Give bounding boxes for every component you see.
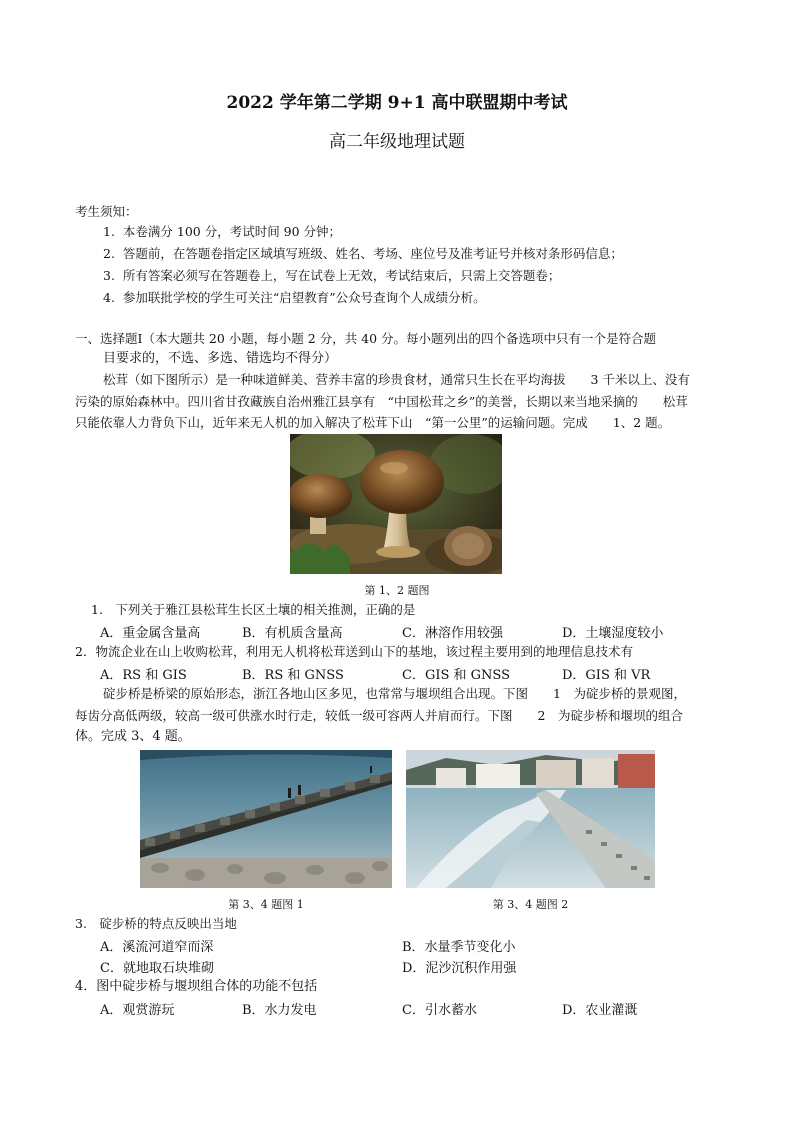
q4-option-d[interactable]: D．农业灌溉 [562,1003,638,1018]
passage2-line2: 每齿分高低两级，较高一级可供涨水时行走，较低一级可容两人并肩而行。下图 2 为碇步桥和堰坝的组合 [75,708,683,723]
passage1-line3: 只能依靠人力背负下山，近年来无人机的加入解决了松茸下山 “第一公里”的运输问题。完成 1、2 题。 [75,415,671,430]
q1-option-a[interactable]: A．重金属含量高 [100,626,201,641]
q2-option-b[interactable]: B．RS 和 GNSS [242,668,344,683]
notice-item-3 [103,266,560,286]
section-header-line2: 目要求的，不选、多选、错选均不得分） [103,351,338,366]
notice-item-4 [103,288,486,308]
q2-stem: 2．物流企业在山上收购松茸，利用无人机将松茸送到山下的基地，该过程主要用到的地理信息技术有 [75,644,633,659]
figure2-caption: 第 3、4 题图 1 [228,898,304,911]
q3-option-d[interactable]: D．泥沙沉积作用强 [402,961,517,976]
q3-option-a[interactable]: A．溪流河道窄而深 [100,940,214,955]
q1-option-b[interactable]: B．有机质含量高 [242,626,343,641]
notice-item-text: 所有答案必须写在答题卷上，写在试卷上无效，考试结束后，只需上交答题卷； [122,268,561,283]
q2-option-a[interactable]: A．RS 和 GIS [100,668,187,683]
passage2-line3: 体。完成 3、4 题。 [75,729,191,744]
q1-option-d[interactable]: D．土壤湿度较小 [562,626,664,641]
figure3-caption: 第 3、4 题图 2 [492,898,569,911]
subject-title: 高二年级地理试题 [329,132,465,152]
notice-item-num: 3. [103,268,115,283]
q1-stem: 1. 下列关于雅江县松茸生长区土壤的相关推测，正确的是 [91,602,416,617]
q1-option-c[interactable]: C．淋溶作用较强 [402,626,503,641]
q2-option-c[interactable]: C．GIS 和 GNSS [402,668,510,683]
stepping-stone-bridge-photo [140,750,392,888]
matsutake-photo [290,434,502,574]
notice-item-num: 1. [103,224,115,239]
q3-option-c[interactable]: C．就地取石块堆砌 [100,961,214,976]
q4-stem: 4．图中碇步桥与堰坝组合体的功能不包括 [75,979,318,994]
section-header-line1: 一、选择题Ⅰ（本大题共 20 小题，每小题 2 分，共 40 分。每小题列出的四个备选项中只有一个是符合题 [75,331,657,346]
passage2-line1: 碇步桥是桥梁的原始形态，浙江各地山区多见，也常常与堰坝组合出现。下图 1 为碇步桥的景观图， [103,686,686,701]
notice-item-num: 2. [103,246,115,261]
notice-heading: 考生须知： [75,204,138,219]
q3-option-b[interactable]: B．水量季节变化小 [402,940,516,955]
q3-stem: 3. 碇步桥的特点反映出当地 [75,916,237,931]
notice-item-text: 参加联批学校的学生可关注“启望教育”公众号查询个人成绩分析。 [122,290,486,305]
notice-item-text: 答题前，在答题卷指定区域填写班级、姓名、考场、座位号及准考证号并核对条形码信息； [122,246,623,261]
notice-item-num: 4. [103,290,115,305]
notice-item-2 [103,244,623,264]
exam-title: 2022 学年第二学期 9+1 高中联盟期中考试 [226,93,568,113]
passage1-line2: 污染的原始森林中。四川省甘孜藏族自治州雅江县享有 “中国松茸之乡”的美誉，长期以来当地采摘的 松茸 [75,394,688,409]
stepping-stone-bridge-illustration [140,750,392,888]
passage1-line1: 松茸（如下图所示）是一种味道鲜美、营养丰富的珍贵食材，通常只生长在平均海拔 3 千米以上、没有 [103,372,690,387]
notice-item-1 [103,222,341,242]
q4-option-b[interactable]: B．水力发电 [242,1003,317,1018]
bridge-weir-photo [406,750,655,888]
q4-option-a[interactable]: A．观赏游玩 [100,1003,175,1018]
bridge-weir-illustration [406,750,655,888]
notice-item-text: 本卷满分 100 分，考试时间 90 分钟； [122,224,342,239]
figure1-caption: 第 1、2 题图 [364,584,430,597]
q4-option-c[interactable]: C．引水蓄水 [402,1003,477,1018]
q2-option-d[interactable]: D．GIS 和 VR [562,668,651,683]
matsutake-illustration [290,434,502,574]
